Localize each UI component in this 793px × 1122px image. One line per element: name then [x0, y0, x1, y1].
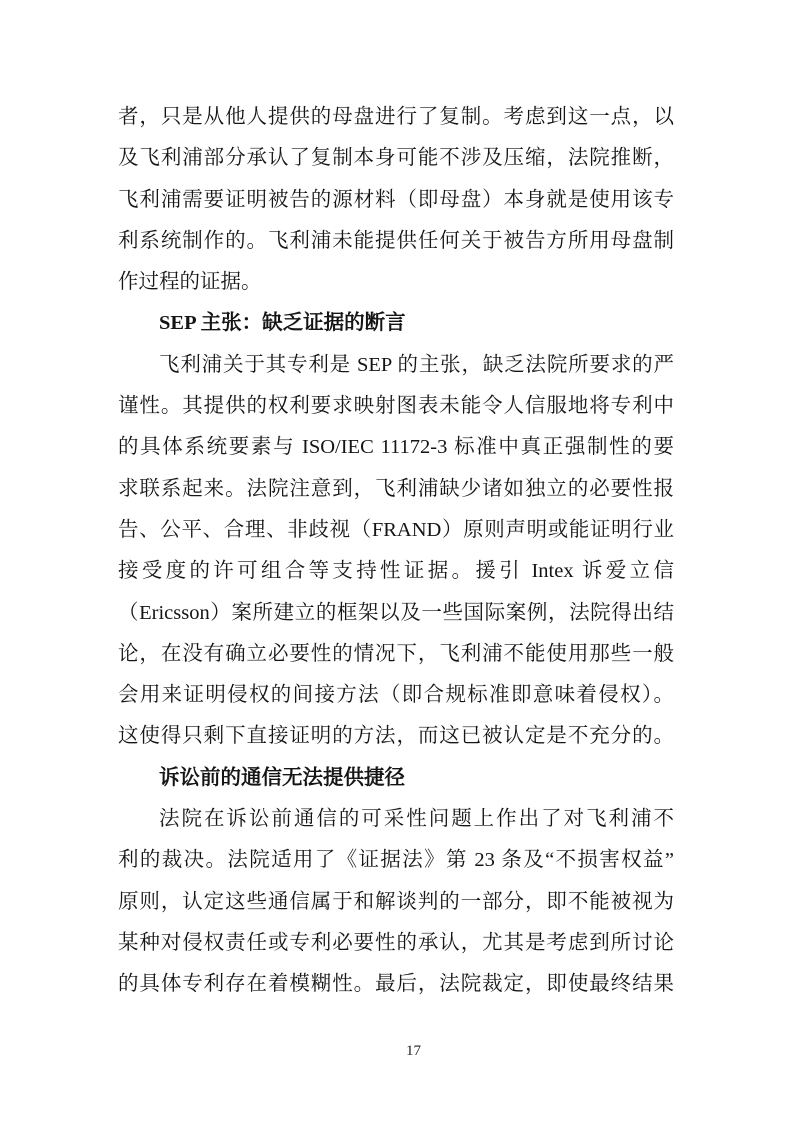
section-heading-pre-litigation: 诉讼前的通信无法提供捷径: [159, 766, 405, 789]
text-line: 某种对侵权责任或专利必要性的承认，尤其是考虑到所讨论: [118, 931, 674, 954]
text-line: 接受度的许可组合等支持性证据。援引 Intex 诉爱立信: [118, 560, 674, 583]
text-body: [118, 97, 674, 1006]
text-line: 飞利浦需要证明被告的源材料（即母盘）本身就是使用该专: [118, 188, 674, 211]
text-line: 求联系起来。法院注意到，飞利浦缺少诸如独立的必要性报: [118, 477, 674, 500]
text-line: 告、公平、合理、非歧视（FRAND）原则声明或能证明行业: [118, 518, 674, 541]
text-line: 法院在诉讼前通信的可采性问题上作出了对飞利浦不: [159, 808, 674, 831]
text-line: 的具体专利存在着模糊性。最后，法院裁定，即使最终结果: [118, 973, 674, 996]
text-line: 作过程的证据。: [118, 271, 262, 294]
paragraph-continuation: [118, 97, 674, 303]
text-line: 谨性。其提供的权利要求映射图表未能令人信服地将专利中: [118, 395, 674, 418]
page-number: 17: [406, 1043, 421, 1059]
text-line: 论，在没有确立必要性的情况下，飞利浦不能使用那些一般: [118, 642, 674, 665]
text-line: 的具体系统要素与 ISO/IEC 11172-3 标准中真正强制性的要: [118, 436, 674, 459]
text-line: 这使得只剩下直接证明的方法，而这已被认定是不充分的。: [118, 725, 674, 748]
text-line: 飞利浦关于其专利是 SEP 的主张，缺乏法院所要求的严: [159, 353, 674, 376]
text-line: 者，只是从他人提供的母盘进行了复制。考虑到这一点，以: [118, 106, 674, 128]
text-line: 原则，认定这些通信属于和解谈判的一部分，即不能被视为: [118, 890, 674, 913]
text-line: 利的裁决。法院适用了《证据法》第 23 条及“不损害权益”: [118, 849, 674, 872]
text-line: 会用来证明侵权的间接方法（即合规标准即意味着侵权）。: [118, 684, 674, 707]
paragraph-sep-analysis: [118, 345, 674, 758]
section-heading-sep-claim: SEP 主张：缺乏证据的断言: [159, 312, 406, 335]
text-line: 利系统制作的。飞利浦未能提供任何关于被告方所用母盘制: [118, 229, 674, 252]
text-line: 及飞利浦部分承认了复制本身可能不涉及压缩，法院推断，: [118, 147, 674, 170]
paragraph-communications: [118, 799, 674, 1005]
text-line: （Ericsson）案所建立的框架以及一些国际案例，法院得出结: [118, 601, 674, 624]
